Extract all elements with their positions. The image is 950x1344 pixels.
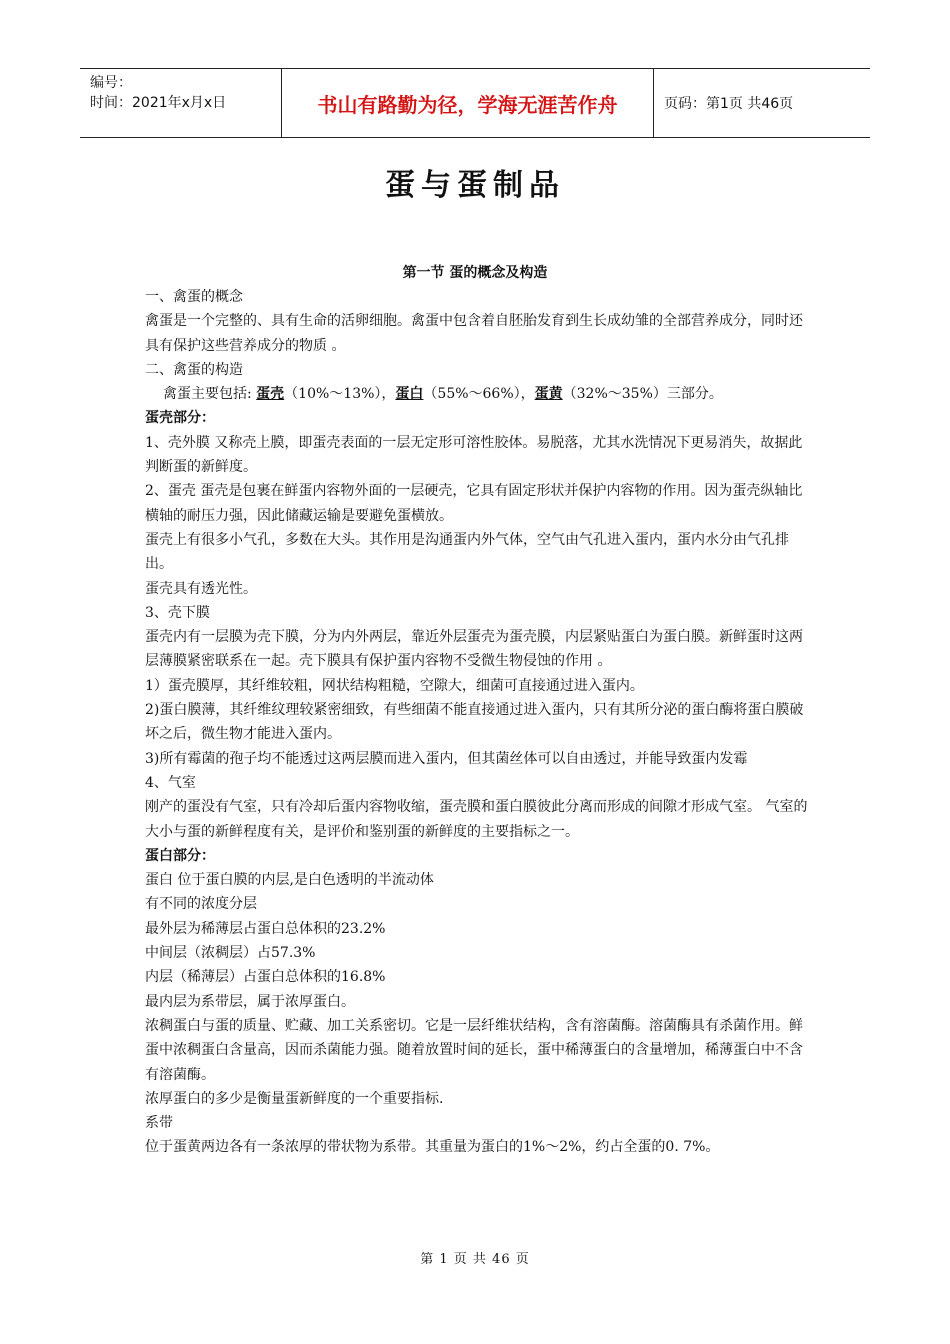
document-title: 蛋与蛋制品 xyxy=(385,168,565,203)
header-motto: 书山有路勤为径，学海无涯苦作舟 xyxy=(282,69,654,137)
number-label: 编号： xyxy=(90,75,132,91)
paragraph: 4、气室 xyxy=(145,774,196,791)
paragraph: 1）蛋壳膜厚，其纤维较粗，网状结构粗糙，空隙大，细菌可直接通过进入蛋内。 xyxy=(145,677,644,694)
yolk-percent: （32%～35%）三部分。 xyxy=(562,386,723,403)
paragraph: 内层（稀薄层）占蛋白总体积的16.8% xyxy=(145,969,386,986)
composition-prefix: 禽蛋主要包括: xyxy=(163,386,257,403)
paragraph: 蛋壳具有透光性。 xyxy=(145,580,257,597)
paragraph: 一、禽蛋的概念 xyxy=(145,289,243,305)
paragraph: 最内层为系带层，属于浓厚蛋白。 xyxy=(145,993,355,1010)
paragraph: 浓厚蛋白的多少是衡量蛋新鲜度的一个重要指标. xyxy=(145,1090,444,1107)
white-percent: （55%～66%）， xyxy=(423,386,535,403)
shell-heading: 蛋壳部分： xyxy=(145,410,215,427)
paragraph: 2)蛋白膜薄，其纤维纹理较紧密细致，有些细菌不能直接通过进入蛋内，只有其所分泌的蛋白酶将蛋白膜破坏之后，微生物才能进入蛋内。 xyxy=(145,702,804,743)
paragraph: 3)所有霉菌的孢子均不能透过这两层膜而进入蛋内，但其菌丝体可以自由透过，并能导致蛋内发霉 xyxy=(145,750,748,767)
paragraph: 中间层（浓稠层）占57.3% xyxy=(145,945,316,962)
paragraph: 有不同的浓度分层 xyxy=(145,896,257,913)
term-shell: 蛋壳 xyxy=(256,386,285,403)
paragraph: 位于蛋黄两边各有一条浓厚的带状物为系带。其重量为蛋白的1%～2%，约占全蛋的0. 7%。 xyxy=(145,1139,720,1156)
shell-percent: （10%～13%）， xyxy=(284,386,396,403)
paragraph: 1、壳外膜 又称壳上膜，即蛋壳表面的一层无定形可溶性胶体。易脱落，尤其水洗情况下更易消失，故据此判断蛋的新鲜度。 xyxy=(145,434,803,476)
white-heading: 蛋白部分： xyxy=(145,847,215,864)
document-body xyxy=(145,285,810,1160)
time-label: 时间：2021年x月x日 xyxy=(90,95,227,111)
paragraph: 最外层为稀薄层占蛋白总体积的23.2% xyxy=(145,920,386,937)
paragraph: 系带 xyxy=(145,1115,173,1132)
term-yolk: 蛋黄 xyxy=(534,386,563,403)
paragraph: 蛋壳内有一层膜为壳下膜，分为内外两层，靠近外层蛋壳为蛋壳膜，内层紧贴蛋白为蛋白膜。新鲜蛋时这两层薄膜紧密联系在一起。壳下膜具有保护蛋内容物不受微生物侵蚀的作用 。 xyxy=(145,629,803,670)
paragraph: 3、壳下膜 xyxy=(145,604,210,621)
header-page-info: 页码：第1页 共46页 xyxy=(664,96,794,112)
page-footer: 第 1 页 共 46 页 xyxy=(420,1252,530,1267)
document-header xyxy=(80,68,870,138)
paragraph: 刚产的蛋没有气室，只有冷却后蛋内容物收缩，蛋壳膜和蛋白膜彼此分离而形成的间隙才形成气室。 气室的大小与蛋的新鲜程度有关，是评价和鉴别蛋的新鲜度的主要指标之一。 xyxy=(145,799,808,840)
paragraph-composition xyxy=(145,382,810,406)
section-title: 第一节 蛋的概念及构造 xyxy=(402,265,548,281)
paragraph: 浓稠蛋白与蛋的质量、贮藏、加工关系密切。它是一层纤维状结构，含有溶菌酶。溶菌酶具有杀菌作用。鲜蛋中浓稠蛋白含量高，因而杀菌能力强。随着放置时间的延长，蛋中稀薄蛋白的含量增加，稀薄蛋白中不含有溶菌酶。 xyxy=(145,1017,803,1083)
paragraph: 二、禽蛋的构造 xyxy=(145,361,243,378)
header-meta xyxy=(80,69,282,137)
paragraph: 蛋白 位于蛋白膜的内层,是白色透明的半流动体 xyxy=(145,872,434,889)
paragraph: 禽蛋是一个完整的、具有生命的活卵细胞。禽蛋中包含着自胚胎发育到生长成幼雏的全部营养成分，同时还具有保护这些营养成分的物质 。 xyxy=(145,313,803,354)
paragraph: 2、蛋壳 蛋壳是包裹在鲜蛋内容物外面的一层硬壳，它具有固定形状并保护内容物的作用。因为蛋壳纵轴比横轴的耐压力强，因此储藏运输是要避免蛋横放。 xyxy=(145,483,803,524)
paragraph: 蛋壳上有很多小气孔，多数在大头。其作用是沟通蛋内外气体，空气由气孔进入蛋内，蛋内水分由气孔排出。 xyxy=(145,531,789,573)
term-white: 蛋白 xyxy=(395,386,424,403)
